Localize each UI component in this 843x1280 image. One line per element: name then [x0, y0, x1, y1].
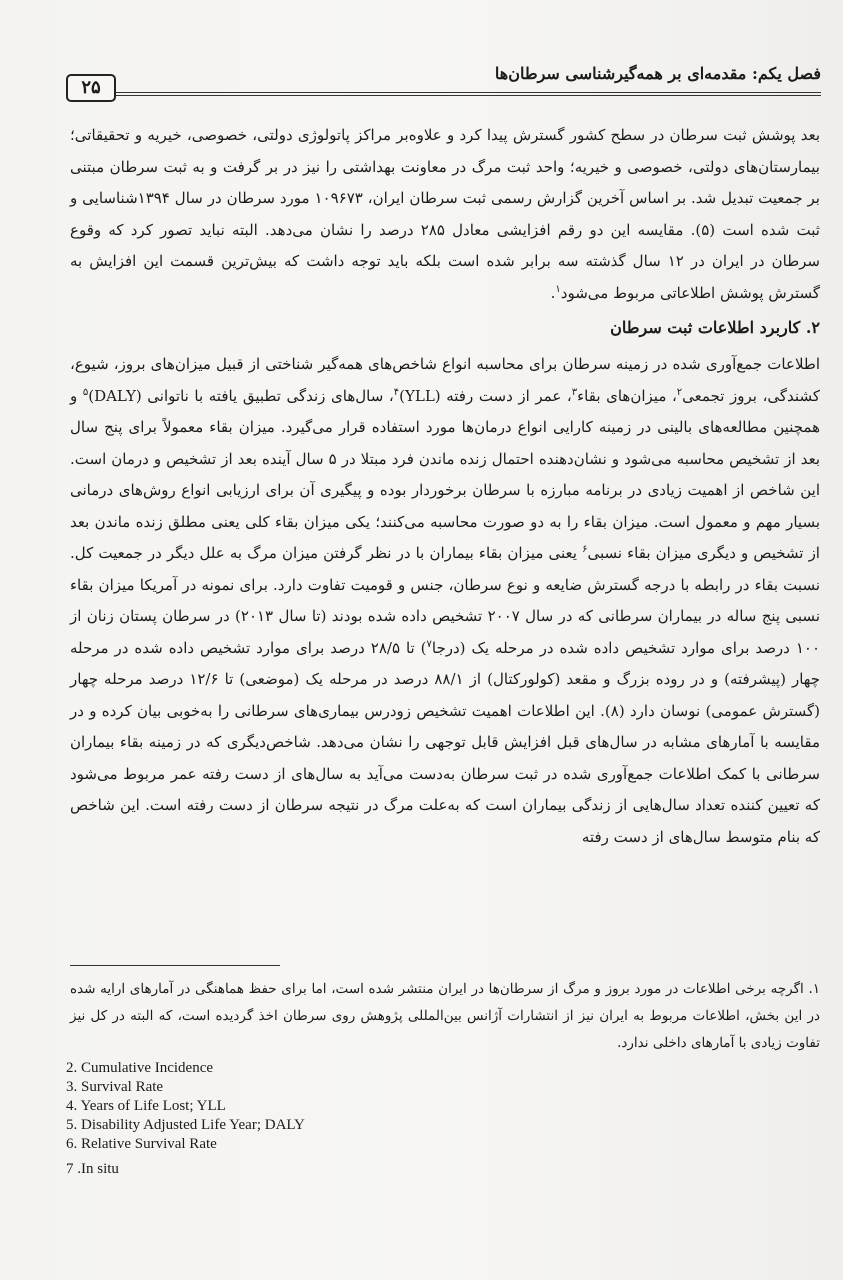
footnote-ref-7: ۷ — [426, 638, 432, 650]
footnotes-english — [66, 1059, 446, 1179]
footnote-ref-6: ۶ — [582, 544, 588, 555]
footnote-5: 5. Disability Adjusted Life Year; DALY — [66, 1117, 305, 1133]
chapter-title: فصل یکم: مقدمه‌ای بر همه‌گیرشناسی سرطان‌ها — [494, 64, 821, 83]
footnote-2: 2. Cumulative Incidence — [66, 1060, 214, 1076]
section-heading: ۲. کاربرد اطلاعات ثبت سرطان — [610, 318, 820, 337]
footnote-6: 6. Relative Survival Rate — [66, 1136, 217, 1152]
footnote-ref-4: ۴ — [393, 386, 400, 398]
footnote-divider — [70, 965, 280, 966]
paragraph-1: بعد پوشش ثبت سرطان در سطح کشور گسترش پیدا کرد و علاوه‌بر مراکز پاتولوژی دولتی، خصوصی، خیریه و تحقیقاتی؛ بیمارستان‌های دولتی، خصوصی و خیریه؛ واحد ثبت مرگ در معاونت بهداشتی را نیز در بر گرفت و به ثبت سرطان مبتنی بر جمعیت تبدیل شد. بر اساس آخرین گزارش رسمی ثبت سرطان ایران، ۱۰۹۶۷۳ مورد سرطان در سال ۱۳۹۴شناسایی و ثبت شده است (۵). مقایسه این دو رقم افزایشی معادل ۲۸۵ درصد را نشان می‌دهد. البته نباید تصور کرد که وقوع سرطان در ایران در ۱۲ سال گذشته سه برابر شده است بلکه باید توجه داشت که بیش‌ترین قسمت این افزایش به گسترش پوشش اطلاعاتی مربوط می‌شود$^۱$. — [70, 126, 820, 302]
page-header — [66, 62, 821, 104]
footnote-ref-3: ۳ — [571, 386, 578, 398]
footnote-ref-5: ۵ — [82, 386, 89, 398]
footnote-7: 7 .In situ — [66, 1161, 119, 1177]
footnote-4: 4. Years of Life Lost; YLL — [66, 1098, 226, 1114]
main-text — [70, 120, 820, 853]
footnote-3: 3. Survival Rate — [66, 1079, 164, 1095]
paragraph-2: اطلاعات جمع‌آوری شده در زمینه سرطان برای محاسبه انواع شاخص‌های همه‌گیر شناختی از قبیل میزان‌های بروز، شیوع، کشندگی، بروز تجمعی$^۲$، میزان‌های بقاء$^۳$، عمر از دست رفته (YLL)$^۴$، سال‌های زندگی تطبیق یافته با ناتوانی (DALY)$^۵$ و همچنین مطالعه‌های بالینی در زمینه کارایی انواع درمان‌ها مورد استفاده قرار می‌گیرد. میزان بقاء معمولاً برای پنج سال بعد از تشخیص محاسبه می‌شود و نشان‌دهنده احتمال زنده ماندن فرد مبتلا در ۵ سال آینده بعد از تشخیص و درمان است. این شاخص از اهمیت زیادی در برنامه مبارزه با سرطان برخوردار بوده و پیگیری آن برای ارزیابی انواع روش‌های درمانی بسیار مهم و معمول است. میزان بقاء را به دو صورت محاسبه می‌کنند؛ یکی میزان بقاء کلی یعنی مطلق زنده ماندن بعد از تشخیص و دیگری میزان بقاء نسبی$^۶$ یعنی میزان بقاء بیماران با در نظر گرفتن میزان مرگ به علل دیگر در جمعیت کل. نسبت بقاء در رابطه با درجه گسترش ضایعه و نوع سرطان، جنس و قومیت تفاوت دارد. برای نمونه در آمریکا میزان بقاء نسبی پنج ساله در بیماران سرطانی که در سال ۲۰۰۷ تشخیص داده شده بودند (تا سال ۲۰۱۳) در سرطان پستان زنان از ۱۰۰ درصد برای موارد تشخیص داده شده در مرحله یک (درجا$^۷$) تا ۲۸/۵ درصد برای موارد تشخیص داده شده در مرحله چهار (پیشرفته) و در روده بزرگ و مقعد (کولورکتال) از ۸۸/۱ درصد در مرحله یک (موضعی) تا ۱۲/۶ درصد مرحله چهار (گسترش عمومی) نوسان دارد (۸). این اطلاعات اهمیت تشخیص زودرس بیماری‌های سرطانی را به‌خوبی بیان کرده و در مقایسه با آمارهای مشابه در سال‌های قبل افزایش قابل توجهی را نشان می‌دهد. شاخص‌دیگری که در زمینه بقاء بیماران سرطانی با کمک اطلاعات جمع‌آوری شده در ثبت سرطان به‌دست می‌آید به سال‌های از دست رفته عمر مربوط می‌شود که تعیین کننده تعداد سال‌هایی از زندگی بیماران است که به‌علت مرگ در نتیجه سرطان از دست رفته است. این شاخص که بنام متوسط سال‌های از دست رفته — [70, 355, 821, 846]
page-number: ۲۵ — [66, 74, 116, 102]
footnote-1: ۱. اگرچه برخی اطلاعات در مورد بروز و مرگ از سرطان‌ها در ایران منتشر شده است، اما برای حفظ هماهنگی در آمارهای ارایه شده در این بخش، اطلاعات مربوط به ایران نیز از انتشارات آژانس بین‌المللی پژوهش روی سرطان اخذ گردیده است، که البته در کل نیز تفاوت زیادی با آمارهای داخلی ندارد. — [70, 981, 820, 1051]
header-rule — [116, 92, 821, 96]
footnote-ref-2: ۲ — [676, 386, 683, 398]
footnote-ref-1: ۱ — [555, 283, 561, 295]
